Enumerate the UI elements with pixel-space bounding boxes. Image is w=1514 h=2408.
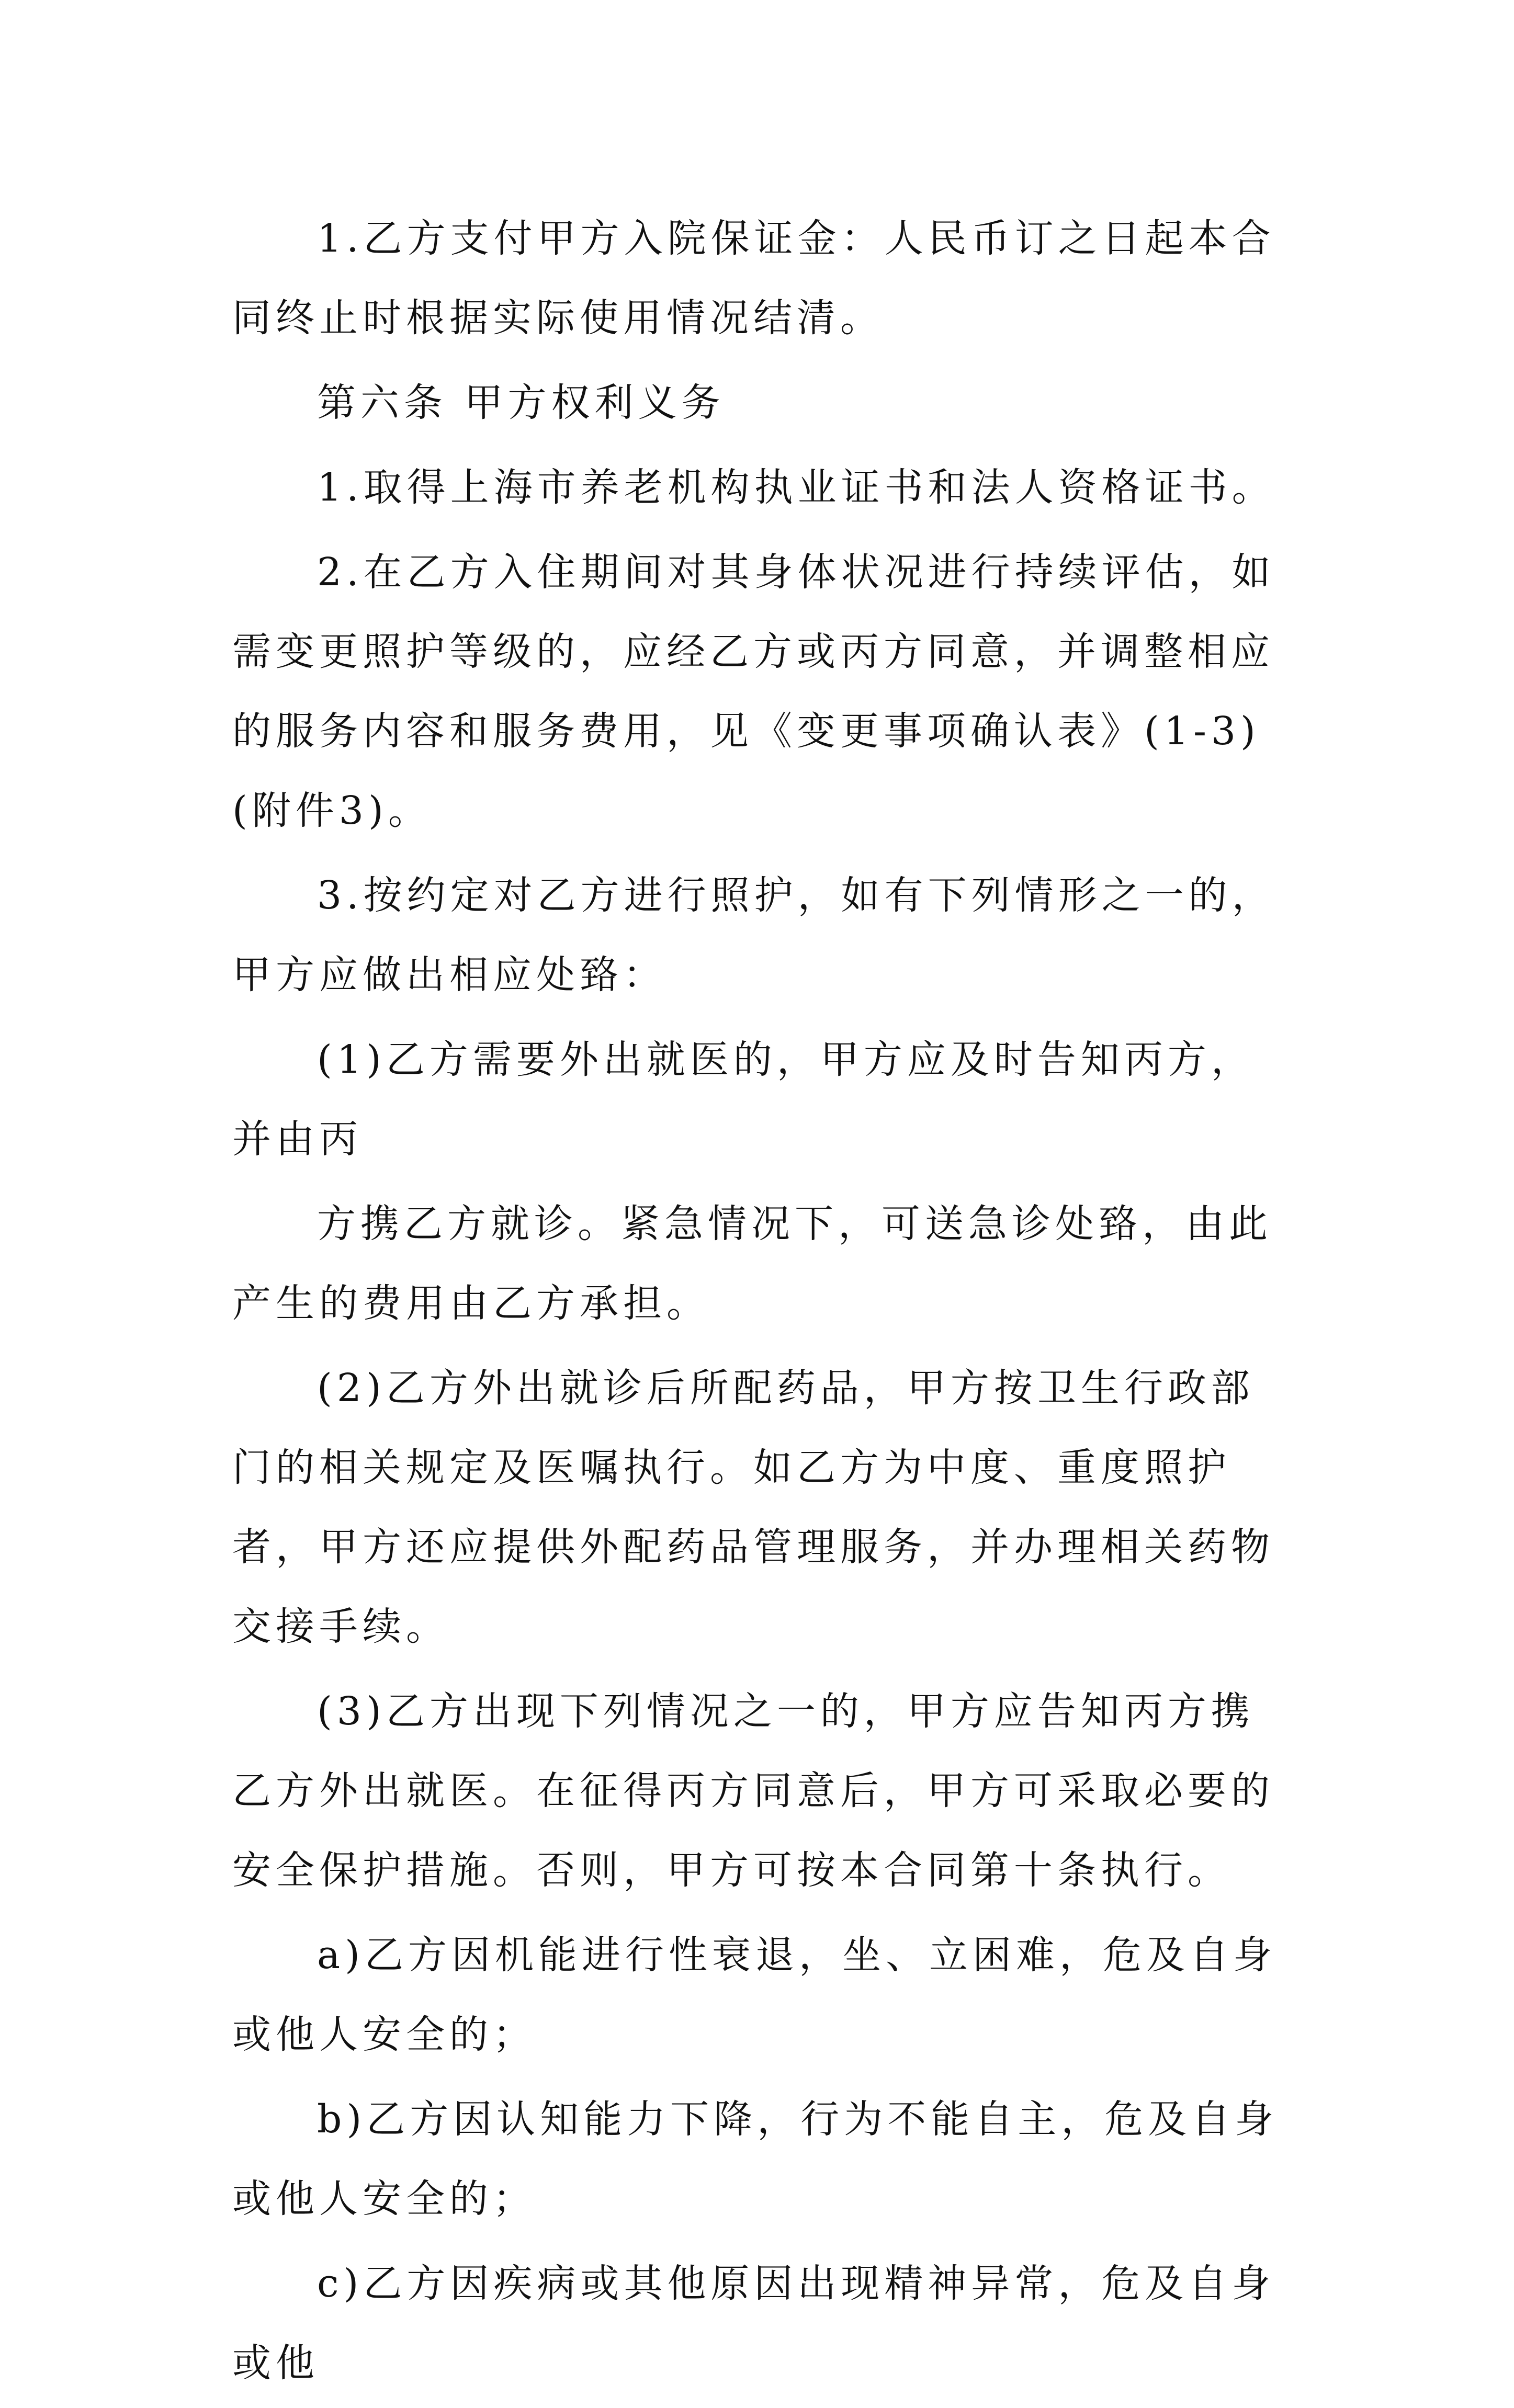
paragraph-case-b: b)乙方因认知能力下降，行为不能自主，危及自身或他人安全的；	[232, 2097, 1279, 2221]
paragraph-item-3: 3.按约定对乙方进行照护，如有下列情形之一的，甲方应做出相应处臵：	[232, 873, 1275, 997]
paragraph-subitem-3: (3)乙方出现下列情况之一的，甲方应告知丙方携乙方外出就医。在征得丙方同意后，甲方可采取必要的安全保护措施。否则，甲方可按本合同第十条执行。	[232, 1689, 1274, 1893]
paragraph-subitem-1: (1)乙方需要外出就医的，甲方应及时告知丙方，并由丙	[232, 1037, 1255, 1162]
paragraph-item-1: 1.取得上海市养老机构执业证书和法人资格证书。	[317, 465, 1275, 510]
paragraph-item-2: 2.在乙方入住期间对其身体状况进行持续评估，如需变更照护等级的，应经乙方或丙方同意，并调整相应的服务内容和服务费用，见《变更事项确认表》(1-3)(附件3)。	[232, 550, 1275, 833]
section-heading-article-6: 第六条 甲方权利义务	[317, 380, 725, 425]
paragraph-subitem-1-continued: 方携乙方就诊。紧急情况下，可送急诊处臵，由此产生的费用由乙方承担。	[232, 1201, 1272, 1326]
paragraph-case-a: a)乙方因机能进行性衰退，坐、立困难，危及自身或他人安全的；	[232, 1933, 1276, 2057]
paragraph-case-c: c)乙方因疾病或其他原因出现精神异常，危及自身或他	[232, 2261, 1275, 2386]
paragraph-subitem-2: (2)乙方外出就诊后所配药品，甲方按卫生行政部门的相关规定及医嘱执行。如乙方为中度、重度照护者，甲方还应提供外配药品管理服务，并办理相关药物交接手续。	[232, 1366, 1274, 1649]
paragraph-deposit: 1.乙方支付甲方入院保证金：人民币订之日起本合同终止时根据实际使用情况结清。	[232, 216, 1275, 340]
document-body	[232, 199, 1291, 2408]
